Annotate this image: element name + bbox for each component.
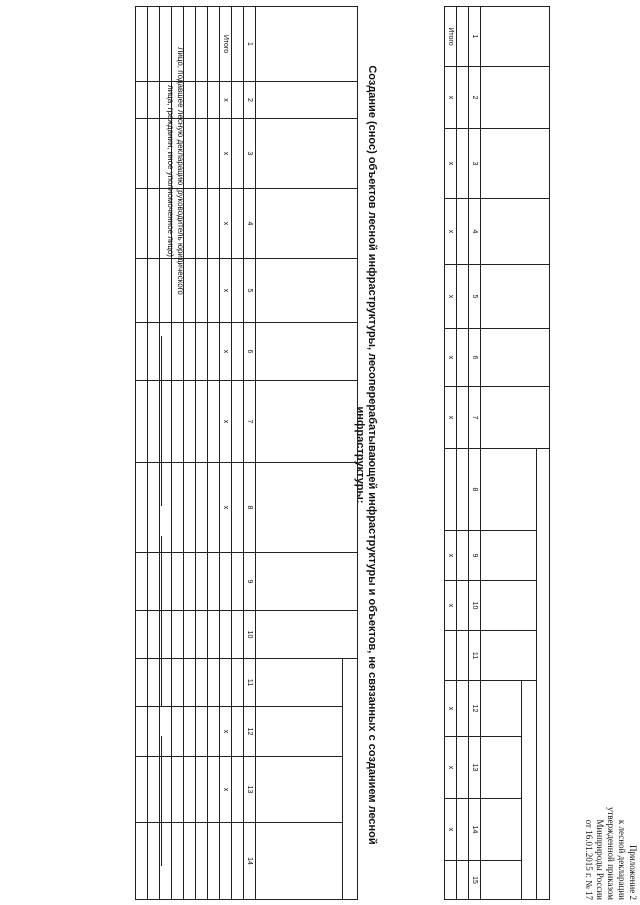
t1-cell: x — [445, 737, 457, 799]
t1-header-cell — [481, 329, 550, 387]
t1-cell — [445, 631, 457, 681]
t1-column-number: 8 — [469, 449, 481, 531]
t2-cell — [184, 119, 196, 189]
t2-cell — [208, 119, 220, 189]
t2-cell — [232, 7, 244, 82]
t2-cell — [220, 659, 232, 707]
t2-column-number: 9 — [244, 553, 256, 611]
t2-header-cell — [256, 82, 358, 119]
declarant-label: Лицо, подавшее лесную декларацию (руководитель юридического лица, гражданин, иное уполномоченное лицо) — [166, 47, 185, 295]
appendix-line: утвержденной приказом — [606, 806, 616, 900]
name-line — [161, 536, 163, 706]
t1-cell: x — [445, 199, 457, 265]
t1-cell: x — [445, 799, 457, 861]
t2-cell — [184, 757, 196, 823]
t2-cell — [196, 323, 208, 381]
t2-cell — [232, 823, 244, 900]
t2-header-cell — [256, 119, 358, 189]
t2-cell — [208, 823, 220, 900]
t2-header-cell — [256, 553, 358, 611]
t2-cell — [208, 659, 220, 707]
t1-column-number: 14 — [469, 799, 481, 861]
t2-cell — [208, 757, 220, 823]
t2-cell — [184, 553, 196, 611]
t1-column-number: 6 — [469, 329, 481, 387]
t2-cell — [208, 463, 220, 553]
t1-cell: x — [445, 67, 457, 129]
t2-cell — [208, 381, 220, 463]
t2-cell — [208, 707, 220, 757]
t1-group-header — [537, 449, 550, 900]
t2-cell — [184, 82, 196, 119]
t1-header-cell — [481, 581, 537, 631]
t2-cell — [184, 323, 196, 381]
t1-header-cell — [481, 129, 550, 199]
t1-cell — [457, 7, 469, 67]
t2-cell — [184, 823, 196, 900]
signature-line — [161, 336, 163, 506]
t2-cell — [232, 611, 244, 659]
t2-cell — [196, 82, 208, 119]
t2-header-cell — [256, 7, 358, 82]
t2-column-number: 1 — [244, 7, 256, 82]
t2-cell — [184, 659, 196, 707]
t1-cell — [457, 581, 469, 631]
t1-cell — [457, 129, 469, 199]
t1-cell — [445, 861, 457, 900]
t2-column-number: 2 — [244, 82, 256, 119]
t1-header-cell — [481, 265, 550, 329]
t2-column-number: 6 — [244, 323, 256, 381]
t2-cell — [232, 82, 244, 119]
t2-cell — [220, 611, 232, 659]
t2-cell — [184, 259, 196, 323]
t2-cell — [208, 82, 220, 119]
t1-header-cell — [481, 199, 550, 265]
t2-cell — [196, 757, 208, 823]
t1-column-number: 1 — [469, 7, 481, 67]
t2-cell: x — [220, 757, 232, 823]
t2-cell — [208, 611, 220, 659]
appendix-line: Приложение 2 — [628, 844, 638, 900]
t1-column-number: 12 — [469, 681, 481, 737]
t1-header-cell — [481, 531, 537, 581]
t1-group-header — [522, 681, 537, 900]
t1-cell — [457, 631, 469, 681]
date-line — [161, 736, 163, 866]
t2-cell — [184, 463, 196, 553]
t2-cell — [196, 823, 208, 900]
t2-column-number: 12 — [244, 707, 256, 757]
t1-cell — [457, 861, 469, 900]
t1-header-cell — [481, 449, 537, 531]
appendix-line: Минприроды России — [595, 819, 605, 900]
t2-cell — [184, 381, 196, 463]
t1-cell — [457, 265, 469, 329]
t1-cell: x — [445, 531, 457, 581]
t1-column-number: 11 — [469, 631, 481, 681]
t1-cell: x — [445, 581, 457, 631]
t2-cell — [184, 7, 196, 82]
t2-header-cell — [256, 659, 343, 707]
t1-header-cell — [481, 799, 522, 861]
t2-cell — [232, 119, 244, 189]
t2-cell — [196, 7, 208, 82]
t2-column-number: 3 — [244, 119, 256, 189]
t2-cell — [208, 189, 220, 259]
t2-cell: x — [220, 189, 232, 259]
t2-cell: x — [220, 82, 232, 119]
t1-header-cell — [481, 67, 550, 129]
table2-title: Создание (снос) объектов лесной инфраструктуры, лесоперерабатывающей инфраструктуры и объектов, не связанных с созданием лесной инфраструктуры: — [354, 65, 378, 845]
t2-cell — [184, 611, 196, 659]
t2-header-cell — [256, 707, 343, 757]
t1-header-cell — [481, 7, 550, 67]
t2-column-number: 8 — [244, 463, 256, 553]
t2-cell — [184, 707, 196, 757]
t1-cell — [457, 199, 469, 265]
t2-cell — [196, 707, 208, 757]
t2-cell — [196, 553, 208, 611]
t1-header-cell — [481, 681, 522, 737]
t1-header-cell — [481, 631, 537, 681]
t2-cell — [208, 7, 220, 82]
t2-cell: x — [220, 707, 232, 757]
t2-header-cell — [256, 611, 358, 659]
t2-column-number: 5 — [244, 259, 256, 323]
t1-cell — [457, 799, 469, 861]
t1-header-cell — [481, 387, 550, 449]
appendix-note — [583, 740, 638, 900]
t2-cell — [196, 463, 208, 553]
t2-header-cell — [256, 381, 358, 463]
t1-cell: x — [445, 329, 457, 387]
t2-group-header — [343, 659, 358, 900]
t1-column-number: 10 — [469, 581, 481, 631]
t1-column-number: 13 — [469, 737, 481, 799]
t2-cell: x — [220, 323, 232, 381]
t2-cell — [232, 259, 244, 323]
t2-cell — [196, 611, 208, 659]
t1-cell: x — [445, 129, 457, 199]
t2-cell — [220, 823, 232, 900]
signature-block — [125, 36, 185, 876]
appendix-line: к лесной декларации — [617, 819, 627, 900]
t2-cell — [232, 381, 244, 463]
t1-column-number: 7 — [469, 387, 481, 449]
t1-cell — [457, 449, 469, 531]
forest-use-table — [444, 6, 550, 900]
t1-cell — [457, 67, 469, 129]
t2-header-cell — [256, 823, 343, 900]
t2-cell — [232, 323, 244, 381]
t1-cell — [457, 681, 469, 737]
t2-header-cell — [256, 259, 358, 323]
t2-header-cell — [256, 757, 343, 823]
t2-cell — [220, 553, 232, 611]
t2-cell: x — [220, 463, 232, 553]
t1-column-number: 4 — [469, 199, 481, 265]
t1-cell — [457, 737, 469, 799]
t2-column-number: 7 — [244, 381, 256, 463]
t2-total-label: Итого — [220, 7, 232, 82]
t1-total-label: Итого — [445, 7, 457, 67]
t1-cell — [457, 329, 469, 387]
t1-column-number: 5 — [469, 265, 481, 329]
t2-header-cell — [256, 189, 358, 259]
t1-header-cell — [481, 861, 522, 900]
t1-cell: x — [445, 265, 457, 329]
t1-cell — [457, 531, 469, 581]
t2-cell: x — [220, 259, 232, 323]
t2-column-number: 14 — [244, 823, 256, 900]
t2-cell — [196, 259, 208, 323]
t2-cell: x — [220, 119, 232, 189]
t2-cell — [232, 189, 244, 259]
t2-cell — [196, 659, 208, 707]
t1-column-number: 15 — [469, 861, 481, 900]
t1-column-number: 2 — [469, 67, 481, 129]
t1-cell: x — [445, 387, 457, 449]
t2-cell — [232, 463, 244, 553]
t1-cell: x — [445, 681, 457, 737]
t1-cell — [457, 387, 469, 449]
t2-cell — [232, 553, 244, 611]
t2-column-number: 13 — [244, 757, 256, 823]
t2-cell — [184, 189, 196, 259]
t1-column-number: 9 — [469, 531, 481, 581]
t2-column-number: 4 — [244, 189, 256, 259]
t2-cell — [208, 553, 220, 611]
t2-cell — [232, 659, 244, 707]
t2-cell — [196, 119, 208, 189]
t2-cell — [196, 189, 208, 259]
t2-column-number: 10 — [244, 611, 256, 659]
t1-cell — [445, 449, 457, 531]
t2-cell — [232, 757, 244, 823]
appendix-line: от 16.01.2015 г. № 17 — [584, 819, 594, 900]
t2-cell: x — [220, 381, 232, 463]
t2-header-cell — [256, 323, 358, 381]
t1-header-cell — [481, 737, 522, 799]
t2-cell — [208, 323, 220, 381]
t2-header-cell — [256, 463, 358, 553]
t2-cell — [196, 381, 208, 463]
t2-column-number: 11 — [244, 659, 256, 707]
t2-cell — [208, 259, 220, 323]
t2-cell — [232, 707, 244, 757]
t1-column-number: 3 — [469, 129, 481, 199]
